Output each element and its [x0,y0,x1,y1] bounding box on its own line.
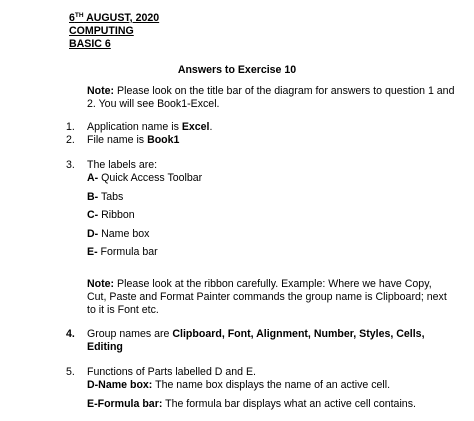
date-rest: AUGUST, 2020 [83,12,160,24]
date-suffix: TH [74,12,84,19]
date-heading [69,12,159,25]
note1-label: Note: [87,85,115,97]
group-names: Clipboard, Font, Alignment, Number, Styles, Cells, [172,328,425,340]
item5-number: 5. [66,366,75,378]
note1-line2: 2. You will see Book1-Excel. [87,98,220,110]
item1-answer: Excel [181,121,210,133]
item3-text: The labels are: [87,159,158,171]
item5-e: E-Formula bar: The formula bar displays what an active cell contains. [87,398,416,410]
item2-text: File name is Book1 [87,134,180,146]
item4-text: Group names are Clipboard, Font, Alignment, Number, Styles, Cells, [87,328,425,340]
item5-text: Functions of Parts labelled D and E. [87,366,257,378]
exercise-title: Answers to Exercise 10 [177,64,297,76]
label-c: C- Ribbon [87,209,135,221]
item2-number: 2. [66,134,75,146]
note1-line1: Note: Please look on the title bar of the diagram for answers to question 1 and [87,85,455,97]
item4-text-line2: Editing [87,341,123,353]
label-e: E- Formula bar [87,246,158,258]
class-heading: BASIC 6 [69,38,111,50]
note2-line1: Note: Please look at the ribbon carefully. Example: Where we have Copy, [87,278,432,290]
item3-number: 3. [66,159,75,171]
note2-line3: to it is Font etc. [87,304,159,316]
item1-text: Application name is Excel. [87,121,213,133]
label-b: B- Tabs [87,191,124,203]
note2-line2: Cut, Paste and Format Painter commands the group name is Clipboard; next [87,291,447,303]
date-day: 6 [69,12,75,24]
item1-number: 1. [66,121,75,133]
item4-number: 4. [66,328,75,340]
label-a: A- Quick Access Toolbar [87,172,203,184]
note2-label: Note: [87,278,115,290]
subject-heading: COMPUTING [69,25,134,37]
item5-d: D-Name box: The name box displays the name of an active cell. [87,379,391,391]
item2-answer: Book1 [147,134,180,146]
label-d: D- Name box [87,228,150,240]
